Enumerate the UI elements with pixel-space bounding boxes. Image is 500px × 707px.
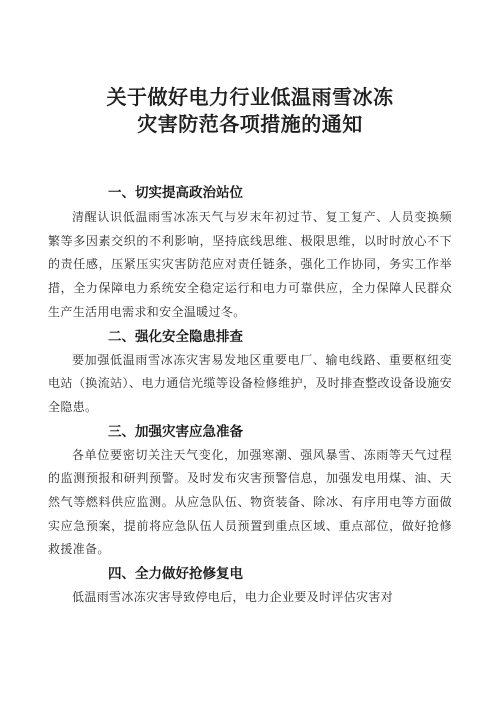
document-title <box>48 84 452 138</box>
section-4 <box>48 563 452 610</box>
title-line-2: 灾害防范各项措施的通知 <box>137 112 363 136</box>
section-heading: 二、强化安全隐患排查 <box>108 328 243 345</box>
section-paragraph: 低温雨雪冰冻灾害导致停电后，电力企业要及时评估灾害对 <box>72 590 394 605</box>
section-heading: 三、加强灾害应急准备 <box>108 423 243 440</box>
section-3 <box>48 421 452 563</box>
section-2 <box>48 326 452 420</box>
section-paragraph: 清醒认识低温雨雪冰冻天气与岁末年初过节、复工复产、人员变换频繁等多因素交织的不利影响，坚持底线思维、极限思维，以时时放心不下的责任感，压紧压实灾害防范应对责任链条，强化工作协同，务实工作举措，全力保障电力系统安全稳定运行和电力可靠供应，全力保障人民群众生产生活用电需求和安全温暖过冬。 <box>48 210 452 319</box>
section-heading: 四、全力做好抢修复电 <box>108 566 243 583</box>
section-paragraph: 要加强低温雨雪冰冻灾害易发地区重要电厂、输电线路、重要枢纽变电站（换流站）、电力通信光缆等设备检修维护，及时排查整改设备设施安全隐患。 <box>48 352 452 414</box>
section-heading: 一、切实提高政治站位 <box>108 185 243 201</box>
title-line-1: 关于做好电力行业低温雨雪冰冻 <box>106 85 394 109</box>
section-paragraph: 各单位要密切关注天气变化，加强寒潮、强风暴雪、冻雨等天气过程的监测预报和研判预警。及时发布灾害预警信息，加强发电用煤、油、天然气等燃料供应监测。从应急队伍、物资装备、除冰、有序用电等方面做实应急预案，提前将应急队伍人员预置到重点区域、重点部位，做好抢修救援准备。 <box>48 447 452 557</box>
section-1 <box>48 182 452 325</box>
